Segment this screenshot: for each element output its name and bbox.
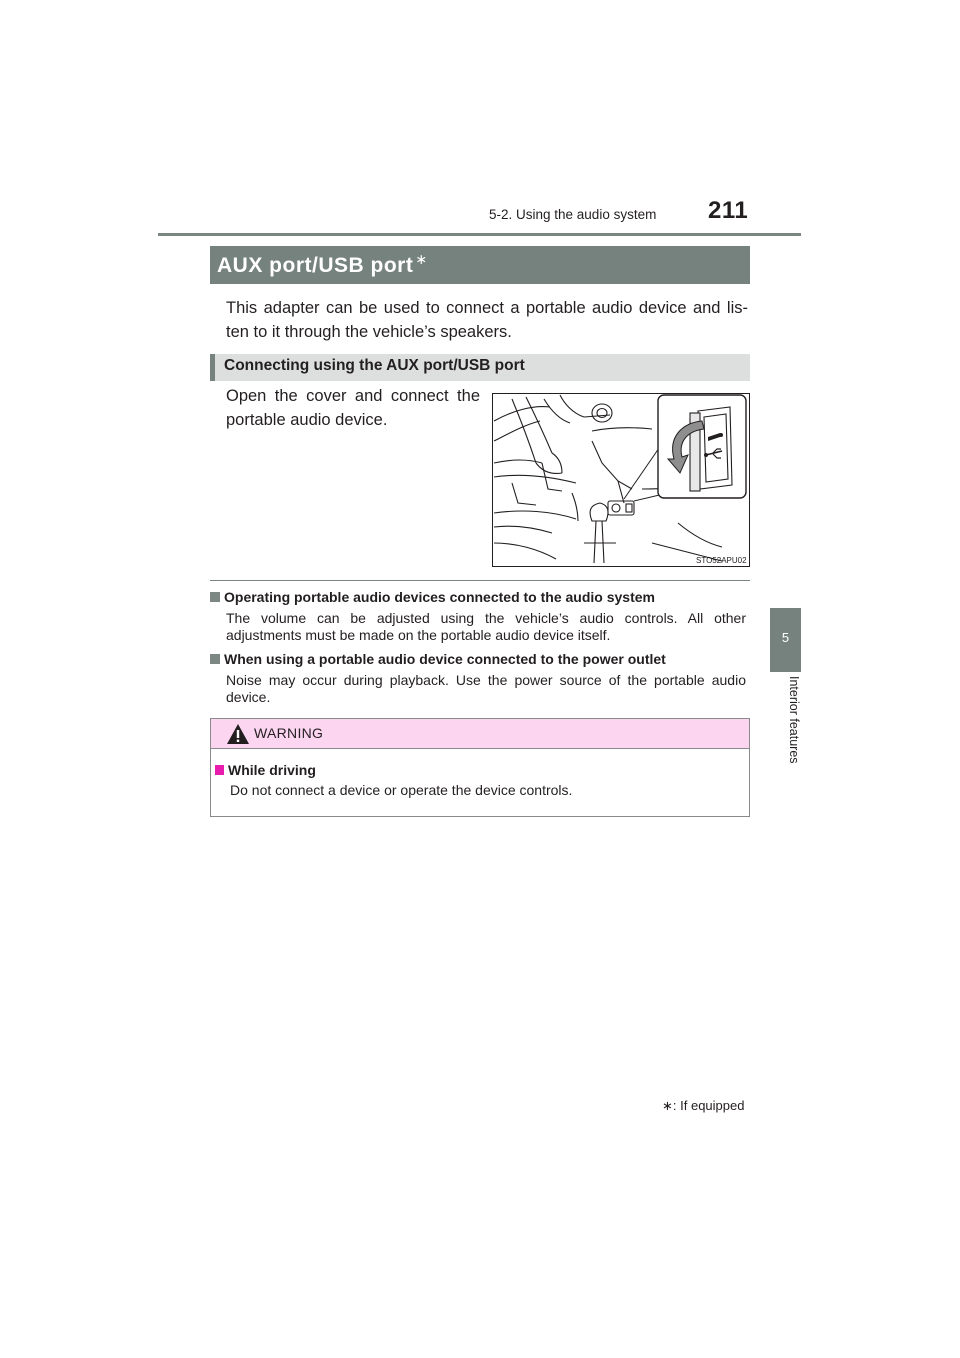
section-title <box>217 251 428 278</box>
note-2-heading <box>210 651 666 667</box>
footnote <box>662 1098 744 1114</box>
intro-paragraph <box>226 296 748 344</box>
figure-code: STO52APU02 <box>696 556 747 565</box>
warning-item-text: Do not connect a device or operate the device controls. <box>230 782 573 798</box>
header-divider <box>158 233 801 236</box>
footnote-text: : If equipped <box>672 1098 745 1113</box>
running-header-section: 5-2. Using the audio system <box>489 207 657 222</box>
subsection-title: Connecting using the AUX port/USB port <box>224 357 525 374</box>
footnote-mark: ∗ <box>662 1098 673 1113</box>
square-bullet-icon <box>215 765 224 775</box>
warning-triangle-icon <box>226 723 250 745</box>
warning-item-heading-text: While driving <box>228 762 316 778</box>
page-number: 211 <box>708 197 749 224</box>
note-1-heading-text: Operating portable audio devices connected to the audio system <box>224 589 655 605</box>
section-title-text: AUX port/USB port <box>217 254 414 277</box>
chapter-tab-number: 5 <box>781 630 790 645</box>
intro-line-2: ten to it through the vehicle’s speakers. <box>226 323 512 341</box>
warning-label: WARNING <box>254 725 324 741</box>
note-1-body: The volume can be adjusted using the vehicle’s audio controls. All other adjustments must be made on the portable audio device itself. <box>226 610 746 643</box>
note-2-heading-text: When using a portable audio device connected to the power outlet <box>224 651 666 667</box>
warning-box <box>210 718 750 817</box>
chapter-tab-title: Interior features <box>787 676 801 764</box>
warning-header <box>211 719 749 749</box>
step-instruction: Open the cover and connect the portable audio device. <box>226 387 480 429</box>
aux-usb-port-illustration <box>492 393 750 567</box>
note-2-body: Noise may occur during playback. Use the power source of the portable audio device. <box>226 672 746 705</box>
if-equipped-mark: ∗ <box>415 251 428 267</box>
subsection-accent <box>210 354 215 381</box>
warning-item-heading <box>215 762 316 778</box>
square-bullet-icon <box>210 654 220 664</box>
note-1-heading <box>210 589 655 605</box>
notes-divider <box>210 580 750 581</box>
square-bullet-icon <box>210 592 220 602</box>
intro-line-1: This adapter can be used to connect a portable audio device and lis- <box>226 299 748 317</box>
